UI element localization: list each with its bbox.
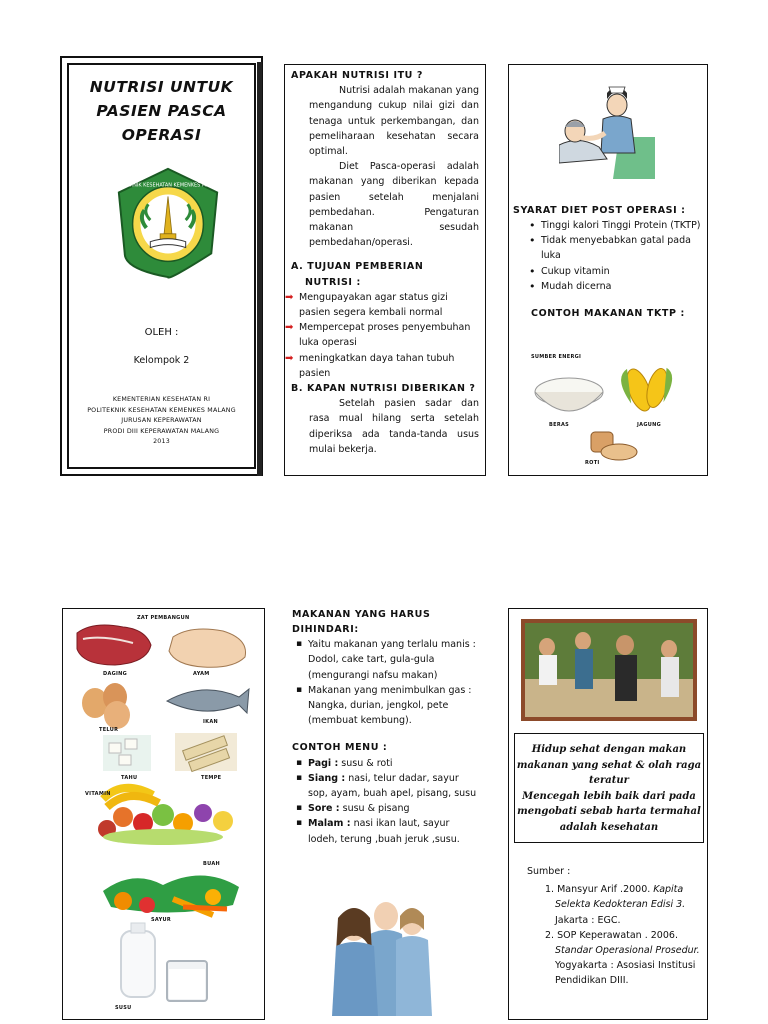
tujuan-item — [285, 290, 479, 320]
label-vitamin: VITAMIN — [85, 791, 111, 797]
cover-panel — [60, 56, 263, 476]
motto-line: teratur — [589, 775, 629, 786]
cover-shadow — [257, 62, 262, 476]
panel-food-groups — [62, 608, 265, 1020]
syarat-list — [513, 218, 707, 294]
label-zat: ZAT PEMBANGUN — [137, 615, 190, 621]
reference-item — [527, 882, 707, 928]
arrow-right-icon: ➡ — [285, 322, 294, 334]
label-sayur: SAYUR — [151, 917, 172, 923]
menu-time-label: Siang : — [308, 772, 346, 784]
motto-line: makanan yang sehat & olah raga — [516, 759, 702, 771]
reference-item — [527, 928, 707, 989]
list-item — [292, 771, 478, 801]
list-item: ▪ Makanan yang menimbulkan gas : Nangka, durian, jengkol, pete (membuat kembung). — [292, 683, 478, 729]
logo-text: POLITEKNIK KESEHATAN KEMENKES MALANG — [112, 182, 224, 189]
label-ayam: AYAM — [193, 671, 210, 677]
poltekkes-logo — [109, 163, 227, 281]
panel-menu — [284, 608, 486, 1020]
label-tempe: TEMPE — [201, 775, 222, 781]
para-kapan: Setelah pasien sadar dan rasa mual hilang serta setelah diperiksa ada tanda-tanda usus mulai bekerja. — [309, 398, 479, 455]
para-diet: Diet Pasca-operasi adalah makanan yang diberikan kepada pasien setelah menjalani pembedahan. Pengaturan makanan sesudah pembedahan/operasi. — [309, 161, 479, 249]
institution-line: JURUSAN KEPERAWATAN — [121, 417, 202, 424]
avoid-title-2: DIHINDARI: — [292, 624, 359, 635]
motto-box — [514, 733, 704, 843]
syarat-title: SYARAT DIET POST OPERASI : — [513, 205, 686, 216]
institution-line: 2013 — [153, 438, 170, 445]
cover-inner-frame — [67, 63, 256, 469]
motto-line: Hidup sehat dengan makan — [531, 744, 687, 755]
group-photo — [521, 619, 697, 721]
list-item: • Cukup vitamin — [525, 264, 707, 279]
rice-corn-bread-icon — [529, 360, 689, 470]
section-a-title-2: NUTRISI : — [305, 276, 361, 288]
nurse-patient-illustration — [559, 75, 655, 179]
avoid-list — [292, 637, 478, 728]
section-a-title: A. TUJUAN PEMBERIAN — [291, 261, 424, 273]
panel-syarat — [508, 64, 708, 476]
arrow-right-icon: ➡ — [285, 291, 294, 303]
menu-time-label: Sore : — [308, 803, 340, 815]
list-item: • Mudah dicerna — [525, 279, 707, 294]
label-tahu: TAHU — [121, 775, 138, 781]
food-groups-illustration — [63, 609, 263, 1019]
tujuan-item — [285, 351, 479, 381]
list-item: ▪ Yaitu makanan yang terlalu manis : Dodol, cake tart, gula-gula (mengurangi nafsu makan) — [292, 637, 478, 683]
institution-line: KEMENTERIAN KESEHATAN RI — [112, 396, 211, 403]
label-jagung: JAGUNG — [637, 422, 661, 428]
oleh-label: OLEH : — [144, 327, 179, 338]
tktp-food-image — [529, 350, 689, 470]
tujuan-item — [285, 320, 479, 350]
contoh-title: CONTOH MAKANAN TKTP : — [531, 308, 685, 320]
section-b-title: B. KAPAN NUTRISI DIBERIKAN ? — [291, 383, 476, 395]
avoid-title: MAKANAN YANG HARUS — [292, 609, 431, 620]
label-susu: SUSU — [115, 1005, 132, 1011]
menu-text: susu & pisang — [339, 803, 410, 815]
label-telur: TELUR — [99, 727, 119, 733]
label-daging: DAGING — [103, 671, 128, 677]
menu-time-label: Pagi : — [308, 757, 339, 769]
nurses-photo — [324, 886, 436, 1016]
kelompok-label: Kelompok 2 — [133, 355, 190, 366]
list-item: • Tinggi kalori Tinggi Protein (TKTP) — [525, 218, 707, 233]
cover-title-line: NUTRISI UNTUK — [89, 78, 234, 96]
label-beras: BERAS — [549, 422, 570, 428]
ref-title: Standar Operasional Prosedur. — [555, 945, 700, 957]
motto-line: mengobati sebab harta termahal — [517, 806, 701, 817]
tujuan-text: Mengupayakan agar status gizi pasien segera kembali normal — [299, 291, 448, 319]
motto-line: Mencegah lebih baik dari pada — [522, 790, 696, 802]
ref-title: Kapita Selekta Kedokteran Edisi 3. — [555, 884, 686, 911]
cover-title-line: OPERASI — [121, 126, 202, 144]
cover-title — [69, 75, 254, 147]
sumber-block — [527, 864, 707, 989]
menu-title: CONTOH MENU : — [292, 742, 388, 754]
ref-text: 2. SOP Keperawatan . 2006. — [545, 929, 678, 941]
list-item — [292, 801, 478, 816]
list-item — [292, 756, 478, 771]
heading-apakah-nutrisi: APAKAH NUTRISI ITU ? — [291, 70, 423, 81]
label-roti: ROTI — [585, 460, 600, 466]
institution-line: PRODI DIII KEPERAWATAN MALANG — [103, 427, 220, 435]
label-buah: BUAH — [203, 861, 220, 867]
institution-line: POLITEKNIK KESEHATAN KEMENKES MALANG — [87, 406, 236, 414]
list-item — [292, 816, 478, 846]
menu-text: nasi, telur dadar, sayur sop, ayam, buah apel, pisang, susu — [308, 772, 477, 800]
para-nutrisi: Nutrisi adalah makanan yang mengandung cukup nilai gizi dan tenaga untuk perkembangan, dan pemeliharaan kesehatan secara optimal. — [309, 85, 479, 158]
institution-block — [69, 395, 254, 448]
panel-nutrisi — [284, 64, 486, 476]
label-sumber-energi: SUMBER ENERGI — [531, 354, 582, 360]
list-item: • Tidak menyebabkan gatal pada luka — [525, 233, 707, 263]
menu-time-label: Malam : — [308, 818, 351, 830]
label-ikan: IKAN — [203, 719, 218, 725]
ref-text: Yogyakarta : Asosiasi Institusi Pendidikan DIII. — [555, 960, 696, 987]
ref-text: Jakarta : EGC. — [555, 914, 621, 926]
cover-title-line: PASIEN PASCA — [96, 102, 227, 120]
tujuan-text: meningkatkan daya tahan tubuh pasien — [299, 352, 455, 379]
menu-text: susu & roti — [338, 757, 393, 769]
arrow-right-icon: ➡ — [285, 352, 294, 364]
menu-text: nasi ikan laut, sayur lodeh, terung ,buah jeruk ,susu. — [308, 818, 460, 845]
motto-line: adalah kesehatan — [559, 821, 659, 833]
tujuan-text: Mempercepat proses penyembuhan luka operasi — [299, 322, 471, 349]
menu-list — [292, 756, 478, 847]
ref-text: 1. Mansyur Arif .2000. — [545, 884, 654, 896]
sumber-label: Sumber : — [527, 866, 571, 877]
panel-motto — [508, 608, 708, 1020]
